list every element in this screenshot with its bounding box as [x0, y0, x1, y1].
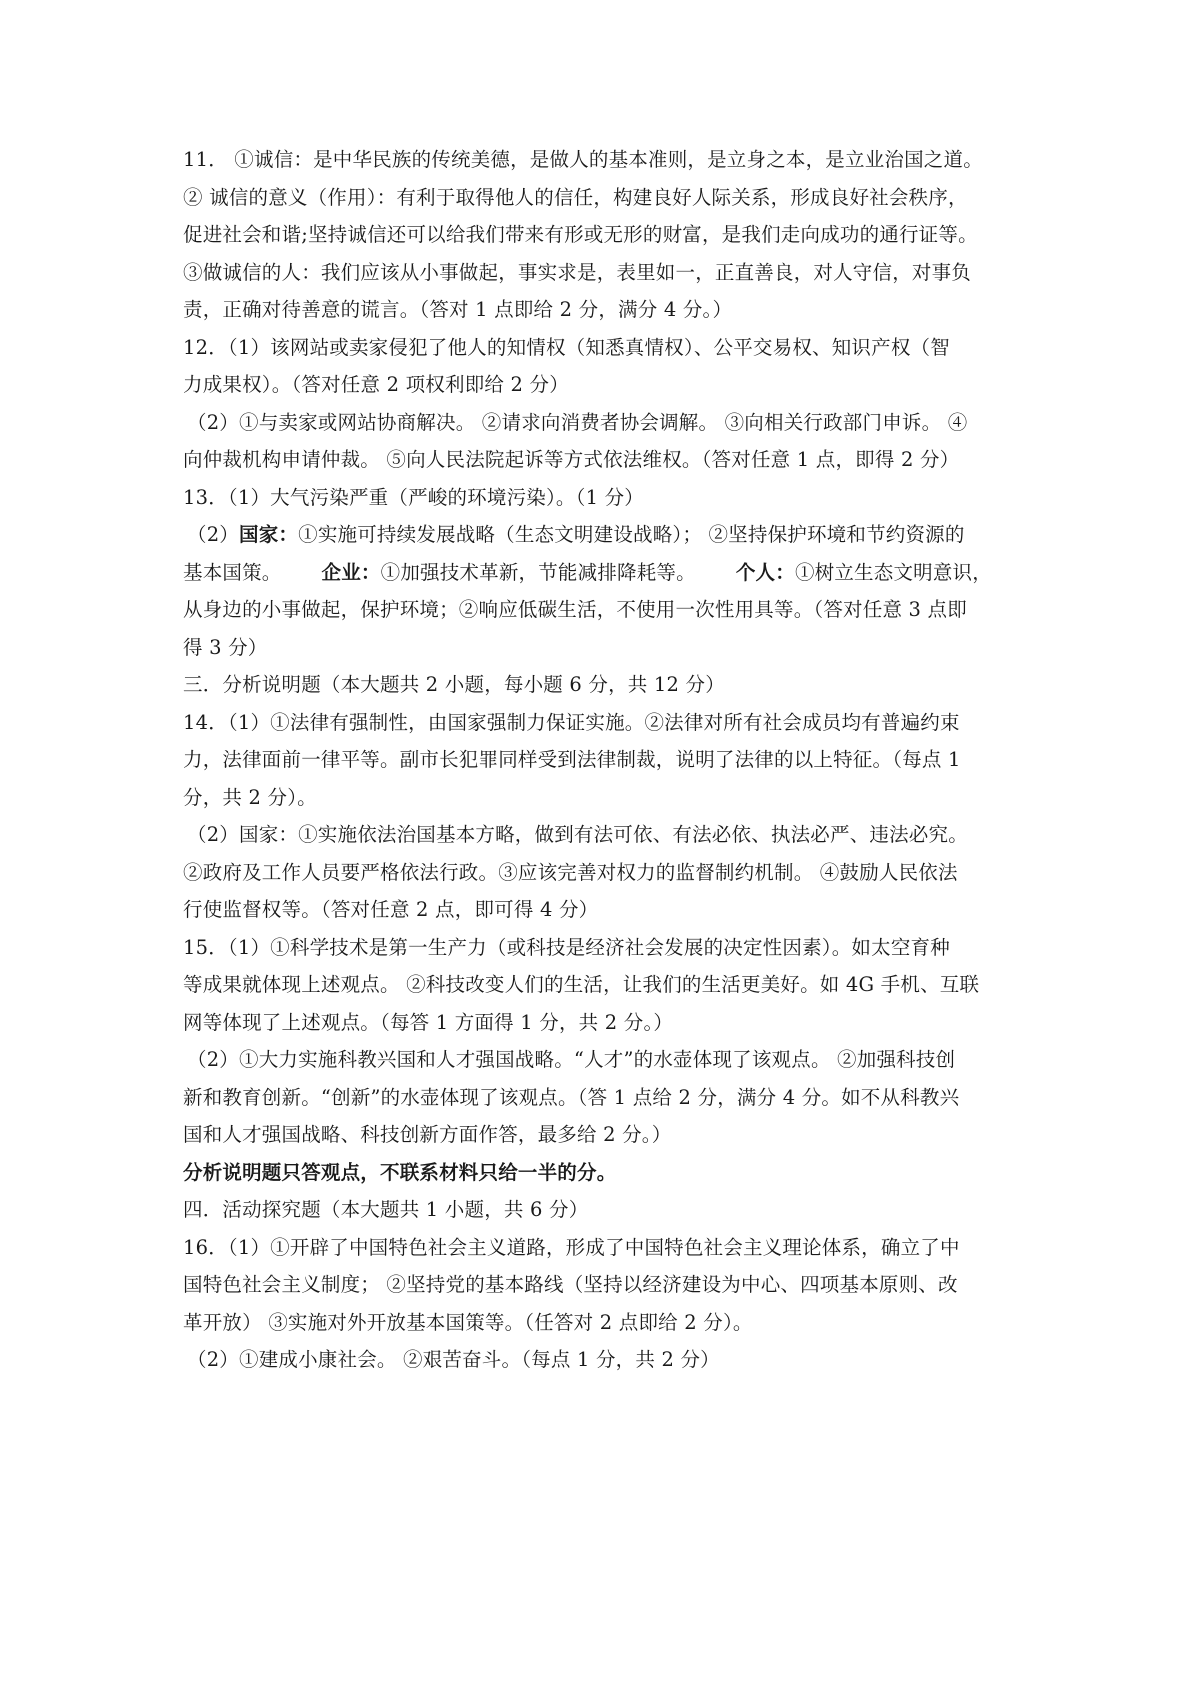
q16-line-3: 革开放） ③实施对外开放基本国策等。（任答对 2 点即给 2 分）。	[183, 1310, 753, 1334]
q11-line-3: 促进社会和谐;坚持诚信还可以给我们带来有形或无形的财富，是我们走向成功的通行证等。	[183, 223, 978, 246]
q13-part2-prefix: （2）	[187, 523, 240, 546]
q11-line-2: ② 诚信的意义（作用）：有利于取得他人的信任，构建良好人际关系，形成良好社会秩序，	[183, 185, 968, 209]
q16-part2-line-1: （2）①建成小康社会。 ②艰苦奋斗。（每点 1 分，共 2 分）	[187, 1348, 720, 1371]
q14-part2-line-2: ②政府及工作人员要严格依法行政。③应该完善对权力的监督制约机制。 ④鼓励人民依法	[183, 860, 958, 884]
q14-line-3: 分，共 2 分）。	[183, 785, 317, 809]
q12-line-2: 力成果权）。（答对任意 2 项权利即给 2 分）	[183, 373, 569, 396]
section-3-heading: 三．分析说明题（本大题共 2 小题，每小题 6 分，共 12 分）	[183, 673, 725, 696]
q14-part2-line-3: 行使监督权等。（答对任意 2 点，即可得 4 分）	[183, 898, 599, 921]
q12-line-1: 12．（1）该网站或卖家侵犯了他人的知情权（知悉真情权）、公平交易权、知识产权（智	[183, 335, 950, 359]
q13-part2-line-4: 得 3 分）	[183, 635, 268, 659]
q14-part2-line-1: （2）国家：①实施依法治国基本方略，做到有法可依、有法必依、执法必严、违法必究。	[187, 823, 968, 846]
answer-key-content	[183, 141, 1033, 1379]
q15-line-2: 等成果就体现上述观点。 ②科技改变人们的生活，让我们的生活更美好。如 4G 手机、互联	[183, 973, 980, 996]
q15-part2-line-2: 新和教育创新。“创新”的水壶体现了该观点。（答 1 点给 2 分，满分 4 分。如不从科教兴	[183, 1085, 960, 1109]
q13-state-text: ①实施可持续发展战略（生态文明建设战略）； ②坚持保护环境和节约资源的	[298, 523, 965, 546]
q11-line-1: 11． ①诚信：是中华民族的传统美德，是做人的基本准则，是立身之本，是立业治国之道。	[183, 148, 983, 171]
q15-line-3: 网等体现了上述观点。（每答 1 方面得 1 分，共 2 分。）	[183, 1010, 674, 1034]
q12-part2-line-2: 向仲裁机构申请仲裁。 ⑤向人民法院起诉等方式依法维权。（答对任意 1 点，即得 2 分）	[183, 448, 960, 471]
q16-line-1: 16．（1）①开辟了中国特色社会主义道路，形成了中国特色社会主义理论体系，确立了中	[183, 1235, 960, 1259]
q13-part2-line-3: 从身边的小事做起，保护环境；②响应低碳生活，不使用一次性用具等。（答对任意 3 点即	[183, 598, 967, 621]
q14-line-2: 力，法律面前一律平等。副市长犯罪同样受到法律制裁，说明了法律的以上特征。（每点 1	[183, 748, 961, 771]
q11-line-5: 责，正确对待善意的谎言。（答对 1 点即给 2 分，满分 4 分。）	[183, 298, 733, 321]
q11-line-4: ③做诚信的人：我们应该从小事做起，事实求是，表里如一，正直善良，对人守信，对事负	[183, 260, 972, 284]
q13-line-1: 13．（1）大气污染严重（严峻的环境污染）。（1 分）	[183, 485, 644, 509]
q13-line2-start: 基本国策。	[183, 560, 282, 584]
q13-person-text: ①树立生态文明意识，	[794, 560, 992, 584]
q15-part2-line-3: 国和人才强国战略、科技创新方面作答，最多给 2 分。）	[183, 1123, 672, 1146]
label-enterprise: 企业：	[321, 560, 381, 584]
label-person: 个人：	[735, 560, 795, 584]
q14-line-1: 14．（1）①法律有强制性，由国家强制力保证实施。②法律对所有社会成员均有普遍约束	[183, 710, 960, 734]
q13-enterprise-text: ①加强技术革新，节能减排降耗等。	[380, 560, 696, 584]
q16-line-2: 国特色社会主义制度； ②坚持党的基本路线（坚持以经济建设为中心、四项基本原则、改	[183, 1273, 958, 1296]
q15-line-1: 15．（1）①科学技术是第一生产力（或科技是经济社会发展的决定性因素）。如太空育种	[183, 935, 950, 959]
scoring-note: 分析说明题只答观点，不联系材料只给一半的分。	[183, 1160, 617, 1184]
q15-part2-line-1: （2）①大力实施科教兴国和人才强国战略。“人才”的水壶体现了该观点。 ②加强科技创	[187, 1048, 956, 1071]
label-state: 国家：	[239, 523, 299, 546]
q13-part2-line-2	[183, 554, 1033, 592]
q12-part2-line-1: （2）①与卖家或网站协商解决。 ②请求向消费者协会调解。 ③向相关行政部门申诉。 ④	[187, 410, 968, 434]
q13-part2-line-1	[183, 516, 1033, 554]
section-4-heading: 四．活动探究题（本大题共 1 小题，共 6 分）	[183, 1198, 589, 1221]
